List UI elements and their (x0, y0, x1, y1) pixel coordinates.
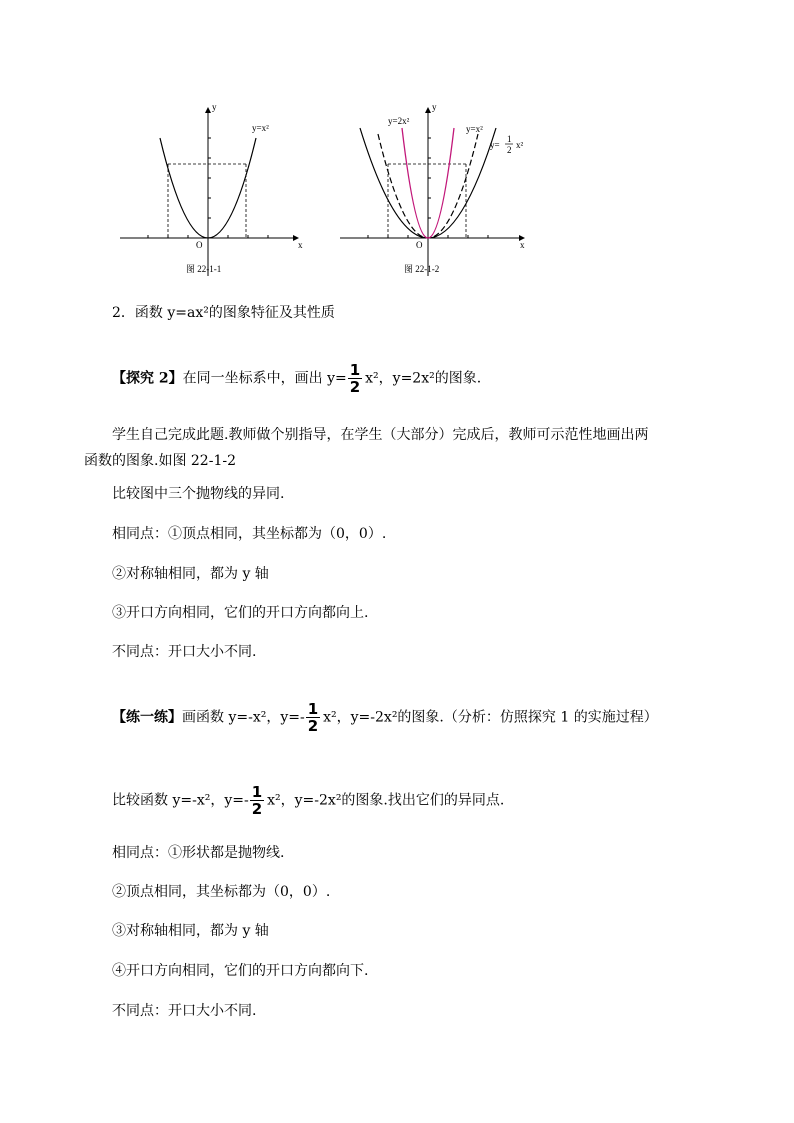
fraction-one-half: $\frac{1}{2}$ (349, 361, 361, 396)
same-point-a: 相同点：①形状都是抛物线. (112, 845, 285, 861)
same-point-1: 相同点：①顶点相同，其坐标都为（0，0）. (112, 526, 387, 542)
label-half-den: 2 (507, 145, 512, 155)
origin-label: O (196, 240, 203, 250)
section-heading: 2．函数 y=ax²的图象特征及其性质 (112, 305, 335, 321)
practice-text-post: x²，y=-2x²的图象.（分析：仿照探究 1 的实施过程） (323, 709, 658, 726)
label-half-suffix: x² (516, 140, 524, 150)
paragraph-line-2: 函数的图象.如图 22-1-2 (84, 453, 236, 469)
same-point-c: ③对称轴相同，都为 y 轴 (112, 923, 269, 939)
curve-label: y=x² (252, 123, 269, 133)
figure-caption: 图 22-1-1 (186, 264, 222, 274)
label-half-prefix: y= (490, 140, 500, 150)
figures (110, 98, 540, 280)
same-point-3: ③开口方向相同，它们的开口方向都向上. (112, 605, 369, 621)
x-label: x (298, 240, 303, 250)
figure-caption: 图 22-1-2 (404, 264, 440, 274)
same-point-d: ④开口方向相同，它们的开口方向都向下. (112, 963, 369, 979)
label-x2: y=x² (466, 124, 483, 134)
label-half-num: 1 (507, 134, 512, 144)
same-point-2: ②对称轴相同，都为 y 轴 (112, 566, 269, 582)
figure-22-1-1 (120, 102, 303, 276)
explore-bracket: 【探究 2】 (112, 370, 183, 387)
practice-text-pre: 画函数 y=-x²，y=- (182, 709, 305, 726)
y-label: y (212, 102, 217, 112)
practice-bracket: 【练一练】 (112, 709, 182, 726)
parabola-figures (110, 98, 540, 280)
paragraph-guidance (84, 422, 724, 474)
same-point-b: ②顶点相同，其坐标都为（0，0）. (112, 884, 331, 900)
label-2x2: y=2x² (388, 116, 410, 126)
origin-label: O (416, 240, 423, 250)
diff-point-2: 不同点：开口大小不同. (112, 1003, 257, 1019)
compare-two (112, 785, 504, 816)
compare-text-pre: 比较函数 y=-x²，y=- (112, 792, 249, 809)
explore-text-post: x²，y=2x²的图象. (365, 370, 482, 387)
fraction-one-half: $\frac{1}{2}$ (251, 783, 263, 818)
paragraph-line-1: 学生自己完成此题.教师做个别指导，在学生（大部分）完成后，教师可示范性地画出两 (112, 427, 649, 443)
figure-22-1-2 (340, 102, 525, 276)
diff-point: 不同点：开口大小不同. (112, 644, 257, 660)
practice (112, 702, 658, 733)
explore-2 (112, 363, 481, 394)
compare-three: 比较图中三个抛物线的异同. (112, 486, 285, 502)
y-label: y (432, 102, 437, 112)
explore-text-pre: 在同一坐标系中，画出 y= (182, 370, 347, 387)
fraction-one-half: $\frac{1}{2}$ (307, 700, 319, 735)
x-label: x (520, 240, 525, 250)
compare-text-post: x²，y=-2x²的图象.找出它们的异同点. (267, 792, 505, 809)
